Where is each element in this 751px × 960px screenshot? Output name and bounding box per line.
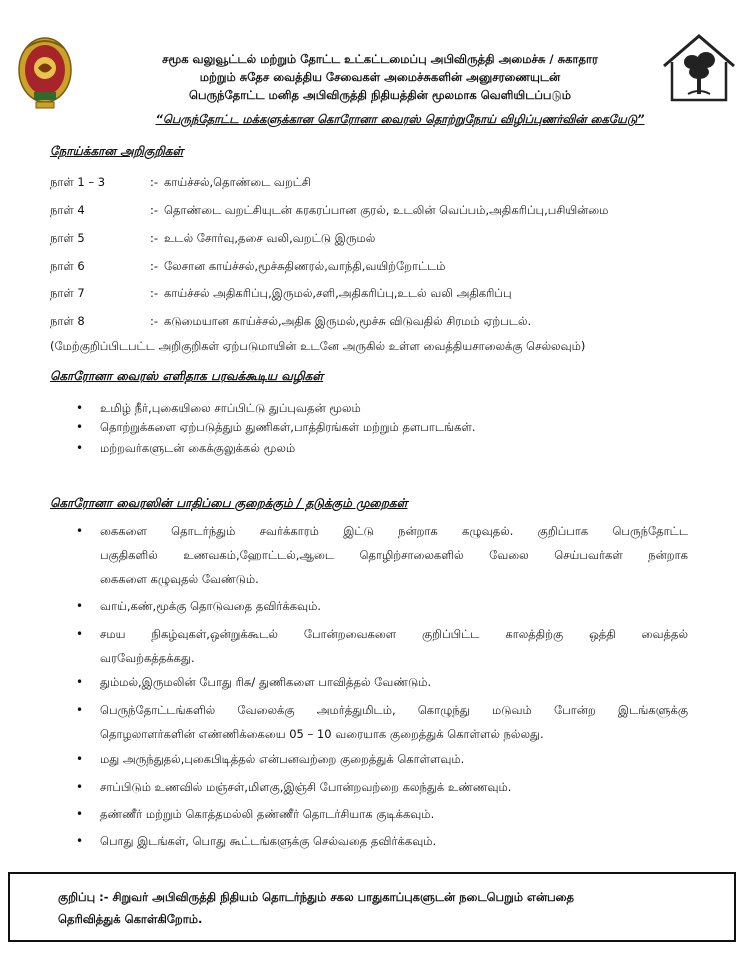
list-item-text [100,698,688,746]
symptoms-heading: நோய்க்கான அறிகுறிகள் [50,144,184,158]
symptom-text: உடல் சோர்வு,தசை வலி,வறட்டு இருமல் [164,231,376,245]
bullet-icon: • [76,834,84,848]
day-label: நாள் 4 [50,203,85,217]
prevention-heading: கொரோனா வைரஸின் பாதிப்பை குறைக்கும் / தடுக்கும் முறைகள் [50,496,408,510]
footer-note [58,886,658,930]
bullet-icon: • [76,599,84,613]
trust-house-tree-logo [658,32,740,104]
footer-line: குறிப்பு :- சிறுவர் அபிவிருத்தி நிதியம் தொடர்ந்தும் சகல பாதுகாப்புகளுடன் நடைபெறும் என்பதை [58,890,575,904]
header-line: பெருந்தோட்ட மனித அபிவிருத்தி நிதியத்தின் மூலமாக வெளியிடப்படும் [189,88,571,102]
separator: :- [150,286,159,300]
footer-line: தெரிவித்துக் கொள்கிறோம். [58,912,203,926]
day-label: நாள் 5 [50,231,85,245]
bullet-icon: • [76,675,84,689]
separator: :- [150,259,159,273]
bullet-icon: • [76,807,84,821]
header-line: மற்றும் சுதேச வைத்திய சேவைகள் அமைச்சுகளின் அனுசரணையுடன் [199,70,561,84]
text-line: சமய நிகழ்வுகள்,ஒன்றுக்கூடல் போன்றவைகளை குறிப்பிட்ட காலத்திற்கு ஒத்தி வைத்தல் [100,627,688,641]
separator: :- [150,203,159,217]
day-label: நாள் 1 – 3 [50,175,106,189]
day-label: நாள் 7 [50,286,85,300]
text-line: பகுதிகளில் உணவகம்,ஹோட்டல்,ஆடை தொழிற்சாலைகளில் வேலை செய்பவர்கள் நன்றாக [100,548,688,562]
list-item-text: தும்மல்,இருமலின் போது ரிசு/ துணிகளை பாவித்தல் வேண்டும். [100,675,432,689]
header-block [100,50,660,104]
symptom-text: தொண்டை வறட்சியுடன் கரகரப்பான குரல், உடலின் வெப்பம்,அதிகரிப்பு,பசியின்மை [164,203,609,217]
list-item-text: சாப்பிடும் உணவில் மஞ்சள்,மிளகு,இஞ்சி போன்றவற்றை கலந்துக் உண்ணவும். [100,780,512,794]
list-item-text: தொற்றுக்களை ஏற்படுத்தும் துணிகள்,பாத்திரங்கள் மற்றும் தளபாடங்கள். [100,420,476,434]
list-item-text: பொது இடங்கள், பொது கூட்டங்களுக்கு செல்வதை தவிர்க்கவும். [100,834,437,848]
text-line: தொழலாளர்களின் எண்ணிக்கையை 05 – 10 வரையாக குறைத்துக் கொள்ளல் நல்லது. [100,727,544,741]
bullet-icon: • [76,780,84,794]
symptoms-note: (மேற்குறிப்பிடபட்ட அறிகுறிகள் ஏற்படுமாயின் உடனே அருகில் உள்ள வைத்தியசாலைக்கு செல்லவும்) [50,339,586,353]
list-item-text: வாய்,கண்,மூக்கு தொடுவதை தவிர்க்கவும். [100,599,322,613]
document-title: “பெருந்தோட்ட மக்களுக்கான கொரோனா வைரஸ் தொற்றுநோய் விழிப்புணர்வின் கையேடு” [155,112,645,126]
spread-heading: கொரோனா வைரஸ் எளிதாக பரவக்கூடிய வழிகள் [50,369,324,383]
list-item-text [100,622,688,670]
separator: :- [150,175,159,189]
text-line: வரவேற்கத்தக்கது. [100,651,195,665]
symptom-text: காய்ச்சல்,தொண்டை வறட்சி [164,175,311,189]
list-item-text: மது அருந்துதல்,புகைபிடித்தல் என்பனவற்றை குறைத்துக் கொள்ளவும். [100,752,465,766]
symptom-text: லேசான காய்ச்சல்,மூச்சுதிணரல்,வாந்தி,வயிற்றோட்டம் [164,259,446,273]
separator: :- [150,231,159,245]
bullet-icon: • [76,524,84,538]
government-emblem-logo [16,34,74,112]
list-item-text [100,519,688,591]
text-line: பெருந்தோட்டங்களில் வேலைக்கு அமர்த்துமிடம், கொழுந்து மடுவம் போன்ற இடங்களுக்கு [100,703,688,717]
bullet-icon: • [76,420,84,434]
list-item-text: தண்ணீர் மற்றும் கொத்தமல்லி தண்ணீர் தொடர்சியாக குடிக்கவும். [100,807,435,821]
bullet-icon: • [76,401,84,415]
symptom-text: காய்ச்சல் அதிகரிப்பு,இருமல்,சளி,அதிகரிப்பு,உடல் வலி அதிகரிப்பு [164,286,512,300]
text-line: கைகளை தொடர்ந்தும் சவர்க்காரம் இட்டு நன்றாக கழுவுதல். குறிப்பாக பெருந்தோட்ட [100,524,688,538]
footer-note-box [8,872,736,942]
separator: :- [150,314,159,328]
day-label: நாள் 8 [50,314,85,328]
symptom-text: கடுமையான காய்ச்சல்,அதிக இருமல்,மூச்சு விடுவதில் சிரமம் ஏற்படல். [164,314,532,328]
day-label: நாள் 6 [50,259,85,273]
header-line: சமூக வலுவூட்டல் மற்றும் தோட்ட உட்கட்டமைப்பு அபிவிருத்தி அமைச்சு / சுகாதார [162,52,598,66]
list-item-text: உமிழ் நீர்,புகையிலை சாப்பிட்டு துப்புவதன் மூலம் [100,401,361,415]
bullet-icon: • [76,441,84,455]
text-line: கைகளை கழுவுதல் வேண்டும். [100,572,259,586]
list-item-text: மற்றவர்களுடன் கைக்குலுக்கல் மூலம் [100,441,296,455]
bullet-icon: • [76,703,84,717]
bullet-icon: • [76,752,84,766]
bullet-icon: • [76,627,84,641]
